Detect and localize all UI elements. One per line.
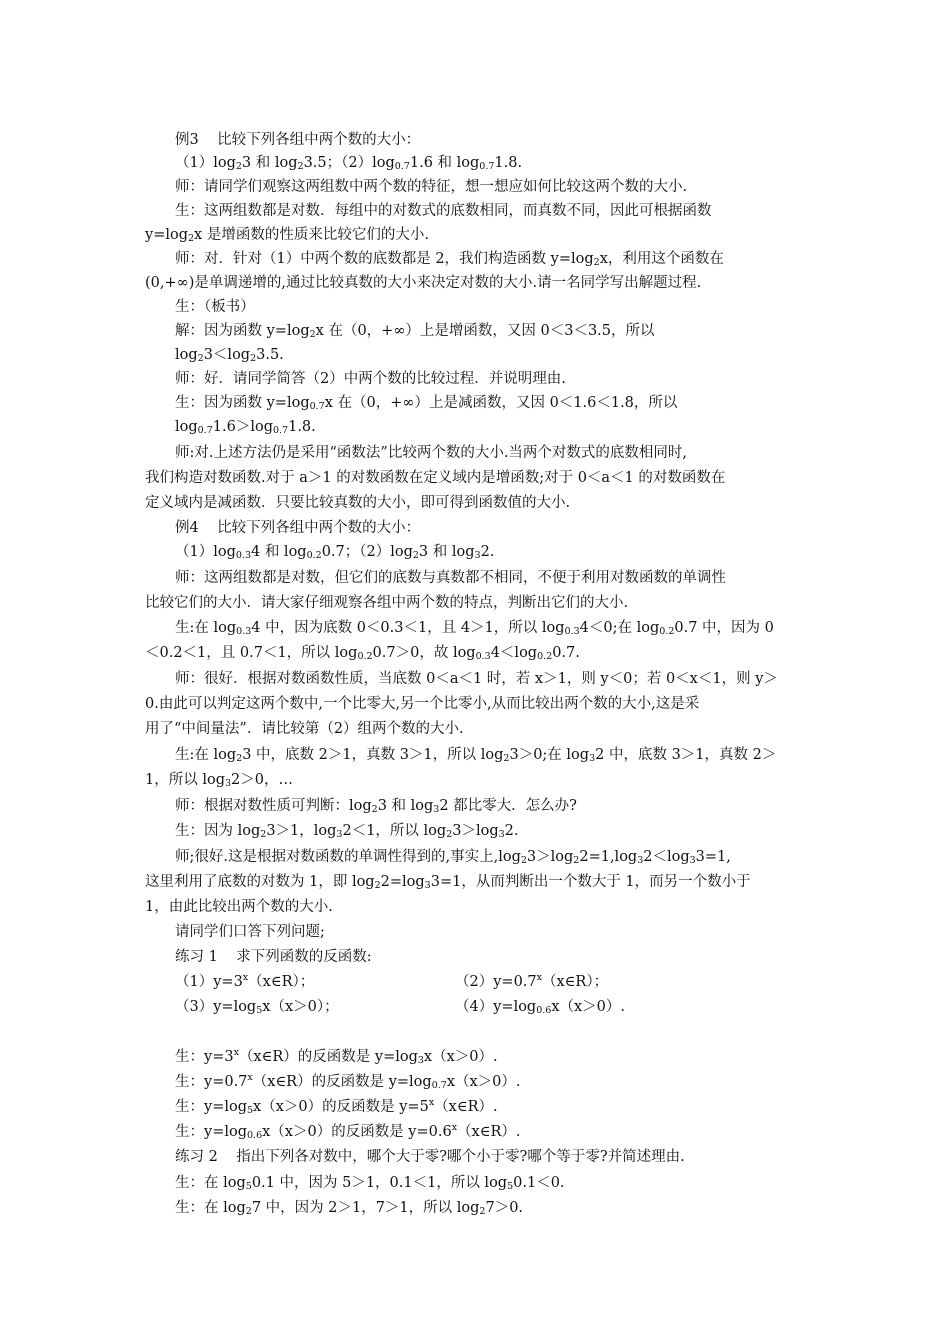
paragraph-line: 生:在 $\log_{0.3}4$ 中，因为底数 0＜0.3＜1，且 4＞1，所以 $\log_{0.3}4<0$;在 $\log_{0.2}0.7$ 中，因为 0	[175, 620, 774, 637]
paragraph-line: 师:对.上述方法仍是采用“函数法”比较两个数的大小.当两个对数式的底数相同时,	[175, 445, 688, 461]
paragraph-line: 我们构造对数函数.对于 a＞1 的对数函数在定义域内是增函数;对于 0＜a＜1 的对数函数在	[145, 470, 726, 486]
example-3-items: $(1)\log_23$ 和 $\log_23.5$；$(2)\log_{0.7}1.6$ 和 $\log_{0.7}1.8$.	[175, 155, 523, 172]
paragraph-line: 请同学们口答下列问题;	[175, 924, 325, 940]
answer-line: 生：在 $\log_27$ 中，因为 2＞1，7＞1，所以 $\log_27>0$.	[175, 1200, 524, 1217]
paragraph-line: 师;很好.这是根据对数函数的单调性得到的,事实上$,\log_23>\log_22=1,\log_32<\log_33=1$,	[175, 849, 731, 866]
paragraph-line: 师：这两组数都是对数，但它们的底数与真数都不相同，不便于利用对数函数的单调性	[175, 570, 726, 586]
paragraph-line: 师：根据对数性质可判断：$\log_23$ 和 $\log_32$ 都比零大．怎么办?	[175, 798, 577, 815]
answer-line: 生：$y=\log_{0.6}x(x>0)$的反函数是 $y=0.6^x(x\in R)$.	[175, 1122, 521, 1141]
paragraph-line: 1，由此比较出两个数的大小.	[145, 899, 333, 915]
answer-line: 生：$y=3^x(x\in R)$的反函数是 $y=\log_3x(x>0)$.	[175, 1047, 498, 1066]
paragraph-line: 生:在 $\log_23$ 中，底数 2＞1，真数 3＞1，所以 $\log_23>0$;在 $\log_32$ 中，底数 3＞1，真数 2＞	[175, 747, 777, 764]
exercise-1-item-1: $(1)y=3^x(x\in R)$；	[175, 972, 315, 990]
paragraph-line: 解：因为函数 $y=\log_2x$ 在（0，+∞）上是增函数，又因 0＜3＜3.5，所以	[175, 323, 655, 340]
paragraph-line: 生：因为函数 $y=\log_{0.7}x$ 在（0，+∞）上是减函数，又因 0＜1.6＜1.8，所以	[175, 395, 678, 412]
paragraph-line: 用了“中间量法”．请比较第（2）组两个数的大小.	[145, 721, 464, 737]
paragraph-line: 1，所以 $\log_32>0$，…	[145, 772, 293, 789]
paragraph-line: 生：（板书）	[175, 299, 255, 315]
paragraph-line: 师：请同学们观察这两组数中两个数的特征，想一想应如何比较这两个数的大小.	[175, 179, 688, 195]
paragraph-line: 比较它们的大小．请大家仔细观察各组中两个数的特点，判断出它们的大小.	[145, 595, 629, 611]
paragraph-line: 定义域内是减函数．只要比较真数的大小，即可得到函数值的大小.	[145, 495, 571, 511]
paragraph-line: 师：对．针对（1）中两个数的底数都是 2，我们构造函数 $y=\log_2x$，利用这个函数在	[175, 251, 724, 268]
exercise-1-item-2: $(2)y=0.7^x(x\in R)$；	[455, 972, 609, 990]
paragraph-line: 生：这两组数都是对数．每组中的对数式的底数相同，而真数不同，因此可根据函数	[175, 203, 712, 219]
answer-line: 生：$y=\log_5x(x>0)$的反函数是 $y=5^x(x\in R)$.	[175, 1097, 498, 1116]
exercise-1-item-4: $(4)y=\log_{0.6}x(x>0)$.	[455, 999, 626, 1016]
example-3-title: 例3 比较下列各组中两个数的大小：	[175, 132, 421, 148]
exercise-2-title: 练习 2 指出下列各对数中，哪个大于零?哪个小于零?哪个等于零?并简述理由.	[175, 1149, 685, 1165]
exercise-1-title: 练习 1 求下列函数的反函数:	[175, 949, 372, 965]
paragraph-line: 0.由此可以判定这两个数中,一个比零大,另一个比零小,从而比较出两个数的大小,这是采	[145, 696, 700, 712]
paragraph-line: 师：很好．根据对数函数性质，当底数 0＜a＜1 时，若 x＞1，则 y＜0；若 0＜x＜1，则 y＞	[175, 671, 778, 687]
paragraph-line: $y=\log_2x$ 是增函数的性质来比较它们的大小.	[145, 227, 429, 244]
paragraph-line: 生：因为 $\log_23>1$，$\log_32<1$，所以 $\log_23>\log_32$.	[175, 823, 519, 840]
example-4-items: $(1)\log_{0.3}4$ 和 $\log_{0.2}0.7$；$(2)\log_23$ 和 $\log_32$.	[175, 544, 495, 561]
paragraph-line: 这里利用了底数的对数为 1，即 $\log_22=\log_33=1$，从而判断出一个数大于 1，而另一个数小于	[145, 874, 751, 891]
paragraph-line: $\log_23<\log_23.5$.	[175, 347, 284, 364]
paragraph-line: $\log_{0.7}1.6>\log_{0.7}1.8$.	[175, 419, 316, 436]
paragraph-line: ＜0.2＜1，且 0.7＜1，所以 $\log_{0.2}0.7>0$，故 $\log_{0.3}4<\log_{0.2}0.7$.	[145, 645, 580, 662]
exercise-1-item-3: $(3)y=\log_5x(x>0)$；	[175, 999, 339, 1016]
answer-line: 生：$y=0.7^x(x\in R)$的反函数是 $y=\log_{0.7}x(x>0)$.	[175, 1072, 521, 1091]
paragraph-line: 师：好．请同学简答（2）中两个数的比较过程．并说明理由.	[175, 371, 566, 387]
answer-line: 生：在 $\log_50.1$ 中，因为 5＞1，0.1＜1，所以 $\log_50.1<0$.	[175, 1175, 565, 1192]
paragraph-line: (0,+∞)是单调递增的,通过比较真数的大小来决定对数的大小.请一名同学写出解题过程.	[145, 275, 702, 291]
example-4-title: 例4 比较下列各组中两个数的大小：	[175, 520, 421, 536]
